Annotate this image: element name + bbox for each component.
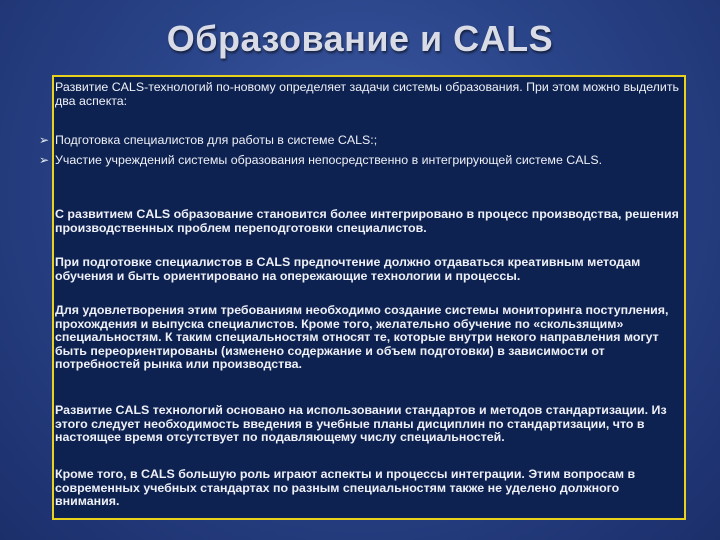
paragraph-4: Развитие CALS технологий основано на использовании стандартов и методов стандартизации. Из этого следует необходимость введения в учебные планы дисциплин по стандартизации, что в настоящее время отсутствует по подавляющему числу специальностей. <box>55 403 667 445</box>
paragraph-1: С развитием CALS образование становится более интегрировано в процесс производства, решения производственных проблем переподготовки специалистов. <box>55 207 679 235</box>
paragraph-5: Кроме того, в CALS большую роль играют аспекты и процессы интеграции. Этим вопросам в современных учебных стандартах по разным специальностям также не уделено должного внимания. <box>55 467 636 509</box>
paragraph-2: При подготовке специалистов в CALS предпочтение должно отдаваться креативным методам обучения и быть ориентировано на опережающие технологии и процессы. <box>55 255 641 283</box>
intro-paragraph: Развитие CALS-технологий по-новому определяет задачи системы образования. При этом можно выделить два аспекта: <box>55 80 679 108</box>
slide-title: Образование и CALS <box>166 18 554 59</box>
bullet-item-2: Участие учреждений системы образования непосредственно в интегрирующей системе CALS. <box>55 153 603 167</box>
arrowhead-bullet-icon: ➢ <box>39 133 50 147</box>
arrowhead-bullet-icon: ➢ <box>39 153 50 167</box>
bullet-item-1: Подготовка специалистов для работы в системе CALS:; <box>55 133 378 147</box>
paragraph-3: Для удовлетворения этим требованиям необходимо создание системы мониторинга поступления, прохождения и выпуска специалистов. Кроме того, желательно обучение по «скользящим» специальностям. К таким специальностям относят те, которые внутри некого направления могут быть переориентированы (изменено содержание и объем подготовки) в зависимости от потребностей рынка или производства. <box>55 303 669 372</box>
